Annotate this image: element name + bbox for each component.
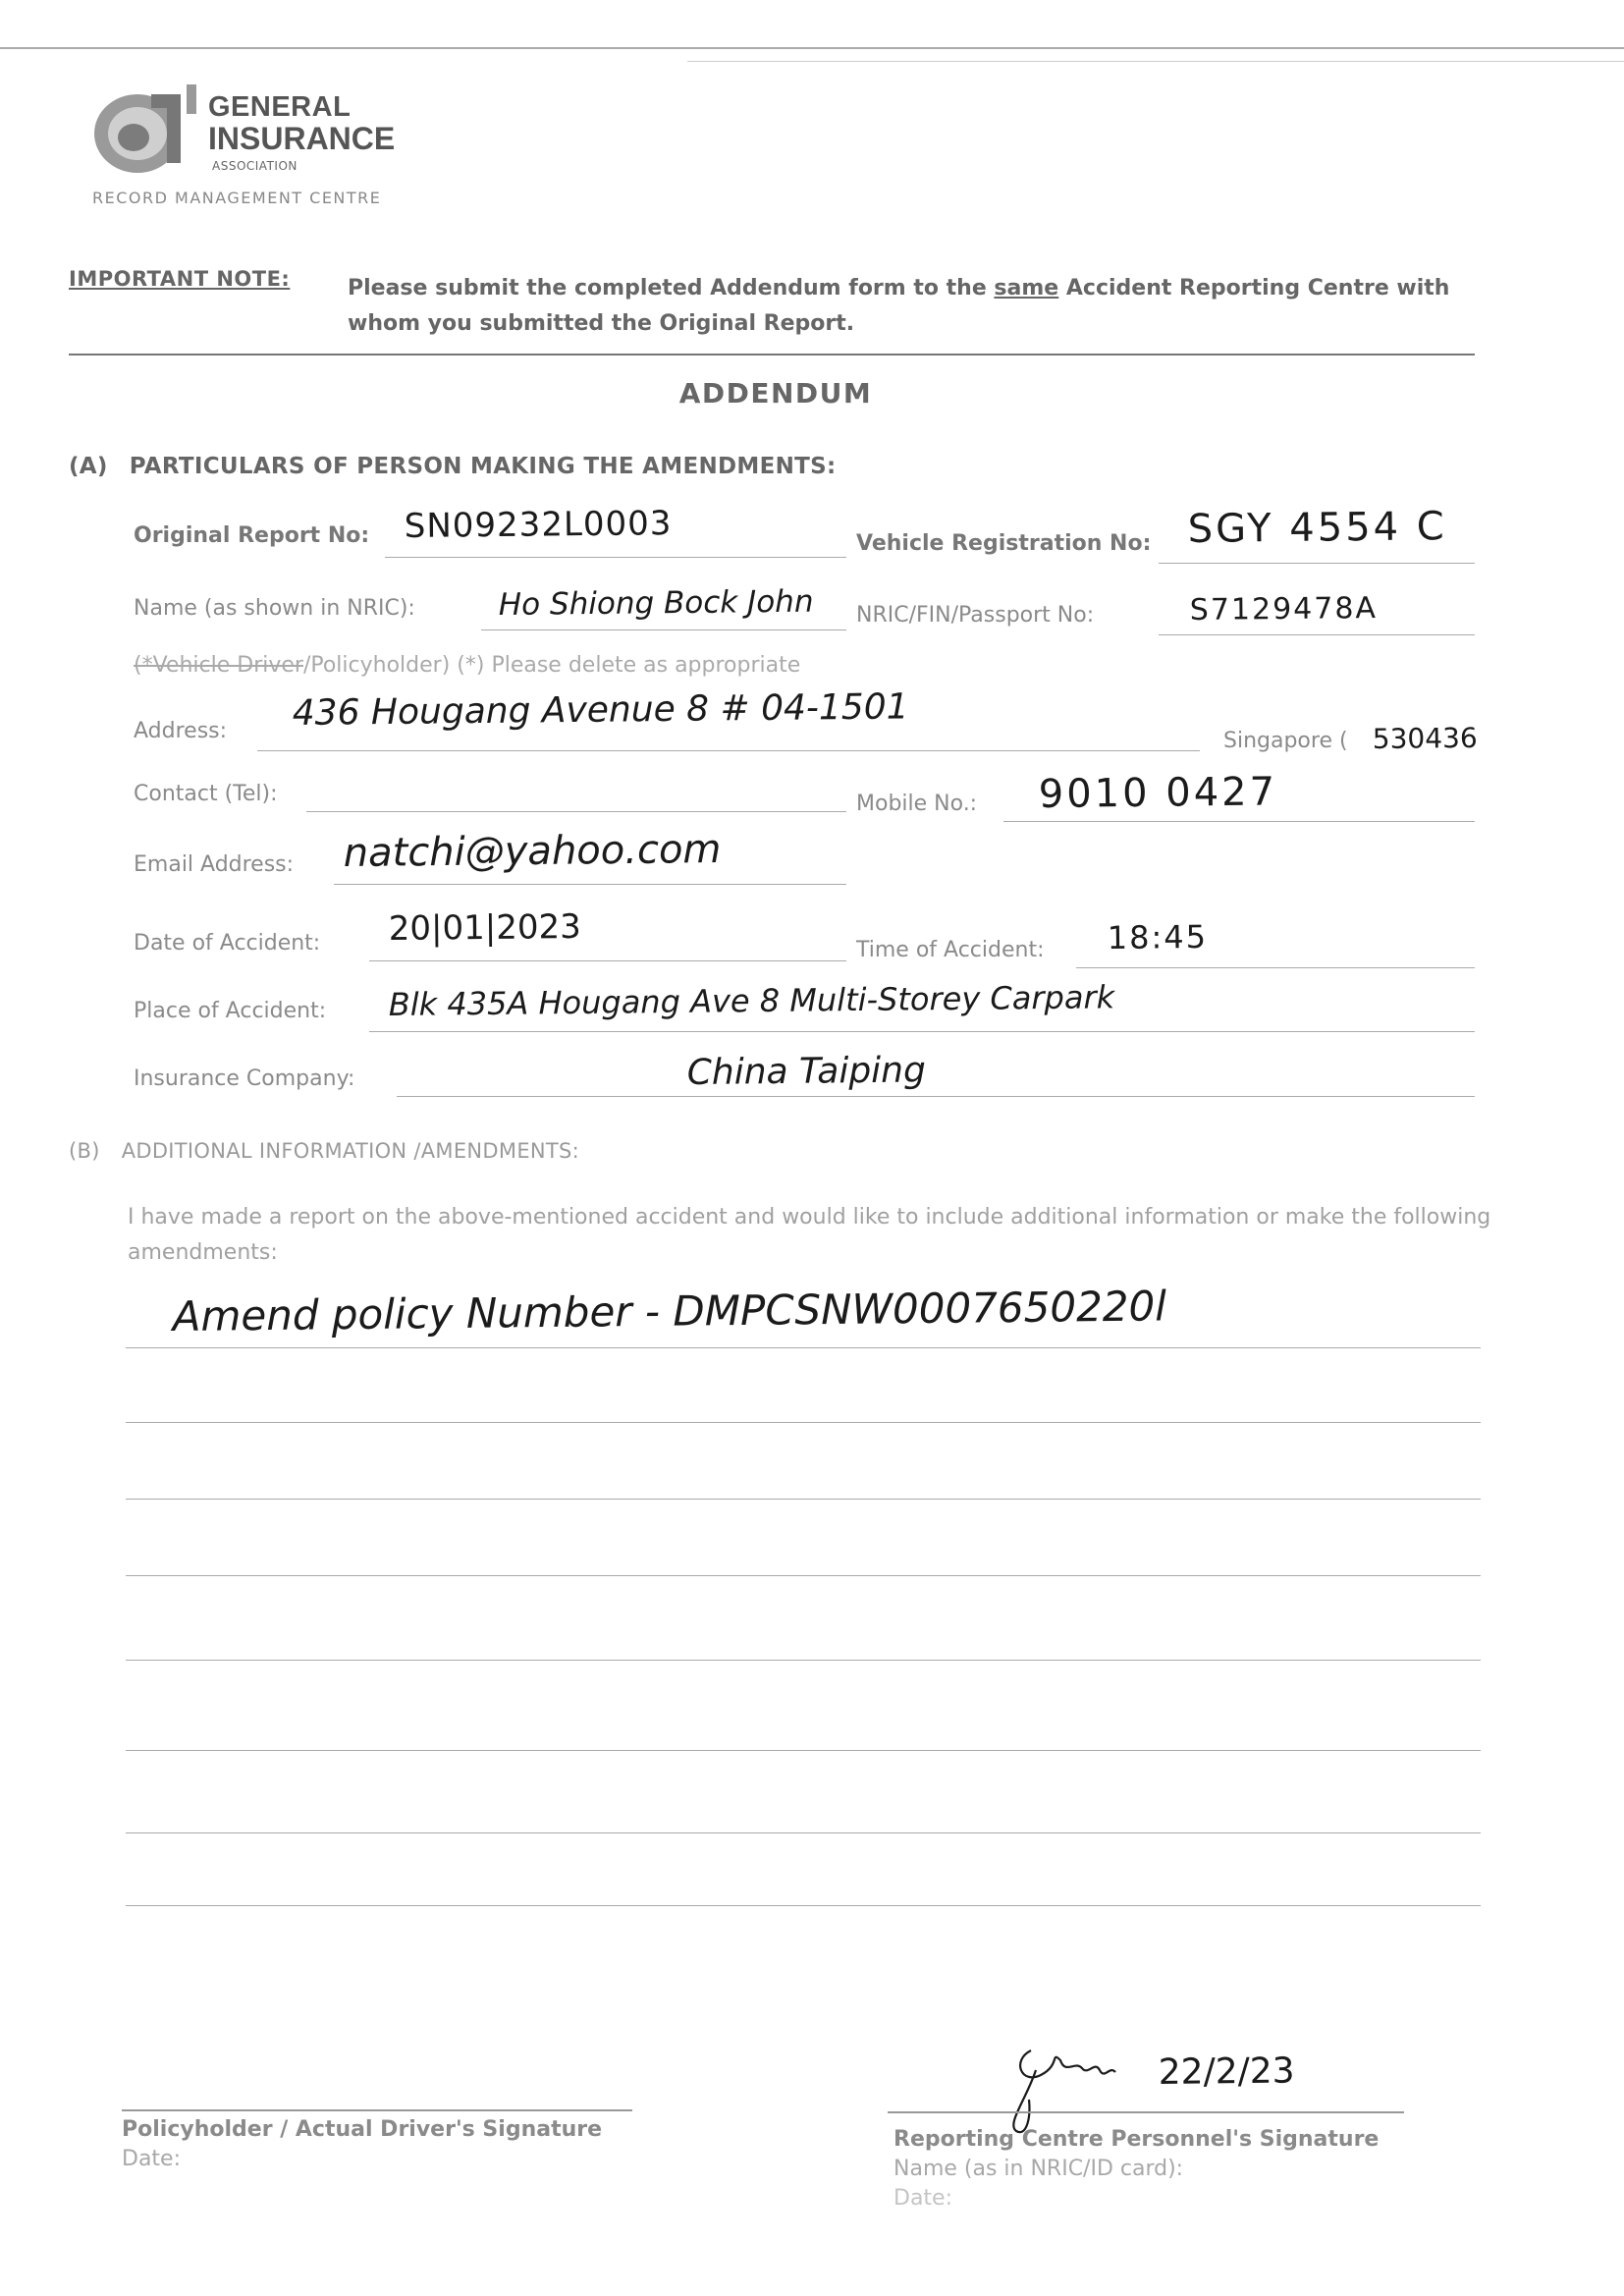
amendment-line: [126, 1832, 1481, 1833]
amendment-line: [126, 1422, 1481, 1423]
insurer-field[interactable]: China Taiping: [686, 1050, 927, 1093]
amendment-text-1[interactable]: Amend policy Number - DMPCSNW0007650220l: [172, 1282, 1167, 1340]
date-accident-field[interactable]: 20|01|2023: [388, 906, 581, 949]
scan-edge-line: [687, 61, 1624, 62]
address-field[interactable]: 436 Hougang Avenue 8 # 04-1501: [292, 686, 909, 734]
note-text-pre: Please submit the completed Addendum form to the: [348, 276, 995, 301]
vehicle-reg-field[interactable]: SGY 4554 C: [1187, 504, 1447, 552]
amendment-line: [126, 1575, 1481, 1576]
section-b-heading: [69, 1139, 579, 1163]
place-accident-field[interactable]: Blk 435A Hougang Ave 8 Multi-Storey Carpark: [388, 978, 1115, 1023]
policyholder-date-label: Date:: [122, 2147, 181, 2171]
note-text-post: Accident Reporting Centre with whom you submitted the Original Report.: [348, 276, 1450, 336]
logo-subtitle: RECORD MANAGEMENT CENTRE: [92, 189, 382, 207]
section-a-title: PARTICULARS OF PERSON MAKING THE AMENDMENTS:: [129, 454, 837, 479]
place-accident-line: [369, 1031, 1475, 1032]
nric-line: [1159, 634, 1475, 635]
place-accident-label: Place of Accident:: [134, 999, 327, 1023]
amendment-line: [126, 1750, 1481, 1751]
contact-label: Contact (Tel):: [134, 782, 278, 806]
important-note-text: [348, 271, 1477, 342]
insurer-label: Insurance Company:: [134, 1066, 355, 1091]
section-b-intro: I have made a report on the above-mentioned accident and would like to include additional information or make the following amendments:: [128, 1205, 1491, 1265]
gia-emblem-icon: [88, 77, 206, 185]
role-hint-rest: /Policyholder) (*) Please delete as appropriate: [302, 653, 801, 678]
nric-label: NRIC/FIN/Passport No:: [856, 603, 1095, 628]
reporting-centre-signature-label: Reporting Centre Personnel's Signature: [893, 2127, 1380, 2152]
amendment-line: [126, 1905, 1481, 1906]
reporting-centre-name-label: Name (as in NRIC/ID card):: [893, 2157, 1184, 2181]
reporting-centre-signature-scribble: [992, 2031, 1129, 2139]
original-report-field[interactable]: SN09232L0003: [404, 504, 673, 546]
singapore-label: Singapore (: [1223, 729, 1348, 753]
scan-edge-line: [0, 47, 1624, 49]
time-accident-field[interactable]: 18:45: [1107, 917, 1209, 957]
name-label: Name (as shown in NRIC):: [134, 596, 415, 621]
time-accident-label: Time of Accident:: [856, 938, 1045, 962]
address-line: [257, 750, 1200, 751]
name-field[interactable]: Ho Shiong Bock John: [498, 583, 814, 623]
amendment-line: [126, 1660, 1481, 1661]
section-b-title: ADDITIONAL INFORMATION /AMENDMENTS:: [121, 1139, 580, 1163]
date-accident-label: Date of Accident:: [134, 931, 321, 956]
policyholder-signature-line: [122, 2109, 632, 2111]
vehicle-reg-line: [1159, 563, 1475, 564]
reporting-centre-date-handwritten: 22/2/23: [1158, 2050, 1295, 2093]
date-accident-line: [369, 960, 846, 961]
original-report-label: Original Report No:: [134, 523, 370, 548]
reporting-centre-date-label: Date:: [893, 2186, 952, 2211]
logo-line-2: INSURANCE: [208, 121, 396, 156]
logo-line-1: GENERAL: [208, 91, 352, 123]
postal-code-field[interactable]: 530436: [1372, 721, 1478, 755]
nric-field[interactable]: S7129478A: [1189, 590, 1379, 628]
insurer-line: [397, 1096, 1475, 1097]
address-label: Address:: [134, 719, 228, 743]
section-b-tag: (B): [69, 1139, 100, 1163]
policyholder-signature-label: Policyholder / Actual Driver's Signature: [122, 2117, 603, 2142]
form-title: ADDENDUM: [678, 377, 873, 410]
role-hint-struck: (*Vehicle Driver: [134, 653, 303, 678]
amendment-line: [126, 1499, 1481, 1500]
mobile-line: [1003, 821, 1475, 822]
role-hint: [134, 653, 800, 678]
header-divider: [69, 354, 1475, 355]
note-text-same: same: [994, 276, 1059, 301]
mobile-label: Mobile No.:: [856, 792, 978, 816]
name-line: [481, 629, 846, 630]
vehicle-reg-label: Vehicle Registration No:: [856, 531, 1152, 556]
gia-logo: [88, 77, 403, 214]
email-field[interactable]: natchi@yahoo.com: [343, 826, 722, 876]
section-a-heading: [69, 454, 837, 479]
important-note-label: IMPORTANT NOTE:: [69, 267, 291, 291]
logo-line-3: ASSOCIATION: [212, 159, 298, 173]
time-accident-line: [1076, 967, 1475, 968]
section-a-tag: (A): [69, 454, 108, 479]
contact-line: [306, 811, 846, 812]
mobile-field[interactable]: 9010 0427: [1038, 769, 1278, 817]
email-label: Email Address:: [134, 852, 295, 877]
amendment-line: [126, 1347, 1481, 1348]
reporting-centre-signature-line: [888, 2111, 1404, 2113]
email-line: [334, 884, 846, 885]
original-report-line: [385, 557, 846, 558]
